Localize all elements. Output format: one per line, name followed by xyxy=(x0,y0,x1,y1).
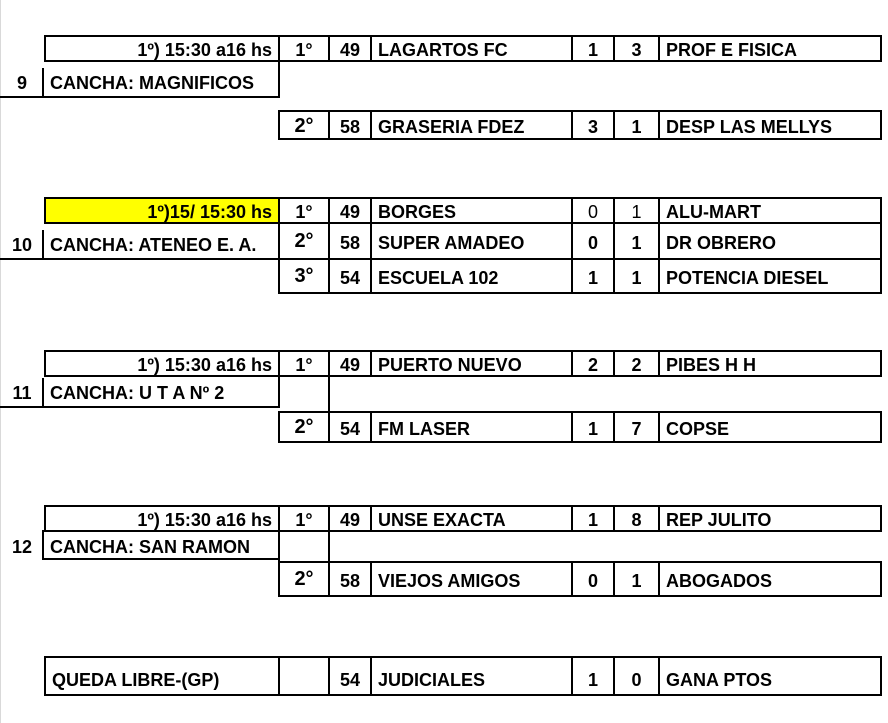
away-score: 1 xyxy=(613,110,660,140)
home-score: 1 xyxy=(571,656,615,696)
home-score: 1 xyxy=(571,35,615,62)
field-name: CANCHA: ATENEO E. A. xyxy=(50,235,257,255)
home-team: PUERTO NUEVO xyxy=(370,350,573,377)
fixture-number: 12 xyxy=(11,537,33,557)
home-team: FM LASER xyxy=(370,411,573,443)
away-team: REP JULITO xyxy=(658,505,882,532)
match-time-highlighted: 1º)15/ 15:30 hs xyxy=(44,197,280,224)
match-order: 1° xyxy=(278,197,330,224)
away-team: GANA PTOS xyxy=(658,656,882,696)
fixture-number: 9 xyxy=(16,73,27,93)
away-team: DESP LAS MELLYS xyxy=(658,110,882,140)
away-score: 1 xyxy=(613,222,660,260)
home-score: 0 xyxy=(571,222,615,260)
home-score: 1 xyxy=(571,258,615,294)
match-category: 54 xyxy=(328,258,372,294)
match-order: 2° xyxy=(278,110,330,140)
away-team: DR OBRERO xyxy=(658,222,882,260)
away-team: PIBES H H xyxy=(658,350,882,377)
match-order: 2° xyxy=(278,222,330,260)
empty-order-cell xyxy=(278,656,330,696)
match-category: 49 xyxy=(328,35,372,62)
away-score: 7 xyxy=(613,411,660,443)
home-team: SUPER AMADEO xyxy=(370,222,573,260)
away-score: 1 xyxy=(613,197,660,224)
away-score: 2 xyxy=(613,350,660,377)
home-team: GRASERIA FDEZ xyxy=(370,110,573,140)
away-team: COPSE xyxy=(658,411,882,443)
home-score: 0 xyxy=(571,197,615,224)
home-team: UNSE EXACTA xyxy=(370,505,573,532)
home-score: 0 xyxy=(571,561,615,597)
match-order: 1° xyxy=(278,35,330,62)
home-team: ESCUELA 102 xyxy=(370,258,573,294)
home-score: 1 xyxy=(571,505,615,532)
match-category: 54 xyxy=(328,411,372,443)
match-category: 58 xyxy=(328,110,372,140)
match-category: 58 xyxy=(328,561,372,597)
fixture-number: 10 xyxy=(11,235,33,255)
home-score: 1 xyxy=(571,411,615,443)
match-order: 2° xyxy=(278,561,330,597)
away-score: 8 xyxy=(613,505,660,532)
home-team: JUDICIALES xyxy=(370,656,573,696)
away-team: PROF E FISICA xyxy=(658,35,882,62)
away-score: 1 xyxy=(613,561,660,597)
sheet-gridline xyxy=(0,0,1,723)
match-category: 49 xyxy=(328,197,372,224)
home-team: LAGARTOS FC xyxy=(370,35,573,62)
match-category: 49 xyxy=(328,505,372,532)
free-label: QUEDA LIBRE-(GP) xyxy=(44,656,280,696)
fixture-number: 11 xyxy=(12,383,32,403)
away-team: ABOGADOS xyxy=(658,561,882,597)
away-team: POTENCIA DIESEL xyxy=(658,258,882,294)
field-name: CANCHA: SAN RAMON xyxy=(50,537,250,557)
home-score: 3 xyxy=(571,110,615,140)
match-time: 1º) 15:30 a16 hs xyxy=(44,505,280,532)
match-category: 54 xyxy=(328,656,372,696)
match-order: 1° xyxy=(278,350,330,377)
home-team: BORGES xyxy=(370,197,573,224)
away-score: 3 xyxy=(613,35,660,62)
home-score: 2 xyxy=(571,350,615,377)
away-score: 1 xyxy=(613,258,660,294)
match-order: 1° xyxy=(278,505,330,532)
home-team: VIEJOS AMIGOS xyxy=(370,561,573,597)
match-order: 3° xyxy=(278,258,330,294)
field-name: CANCHA: U T A Nº 2 xyxy=(50,383,225,403)
match-category: 49 xyxy=(328,350,372,377)
match-time: 1º) 15:30 a16 hs xyxy=(44,35,280,62)
match-time: 1º) 15:30 a16 hs xyxy=(44,350,280,377)
match-category: 58 xyxy=(328,222,372,260)
field-name: CANCHA: MAGNIFICOS xyxy=(50,73,254,93)
away-team: ALU-MART xyxy=(658,197,882,224)
match-order: 2° xyxy=(278,411,330,443)
away-score: 0 xyxy=(613,656,660,696)
